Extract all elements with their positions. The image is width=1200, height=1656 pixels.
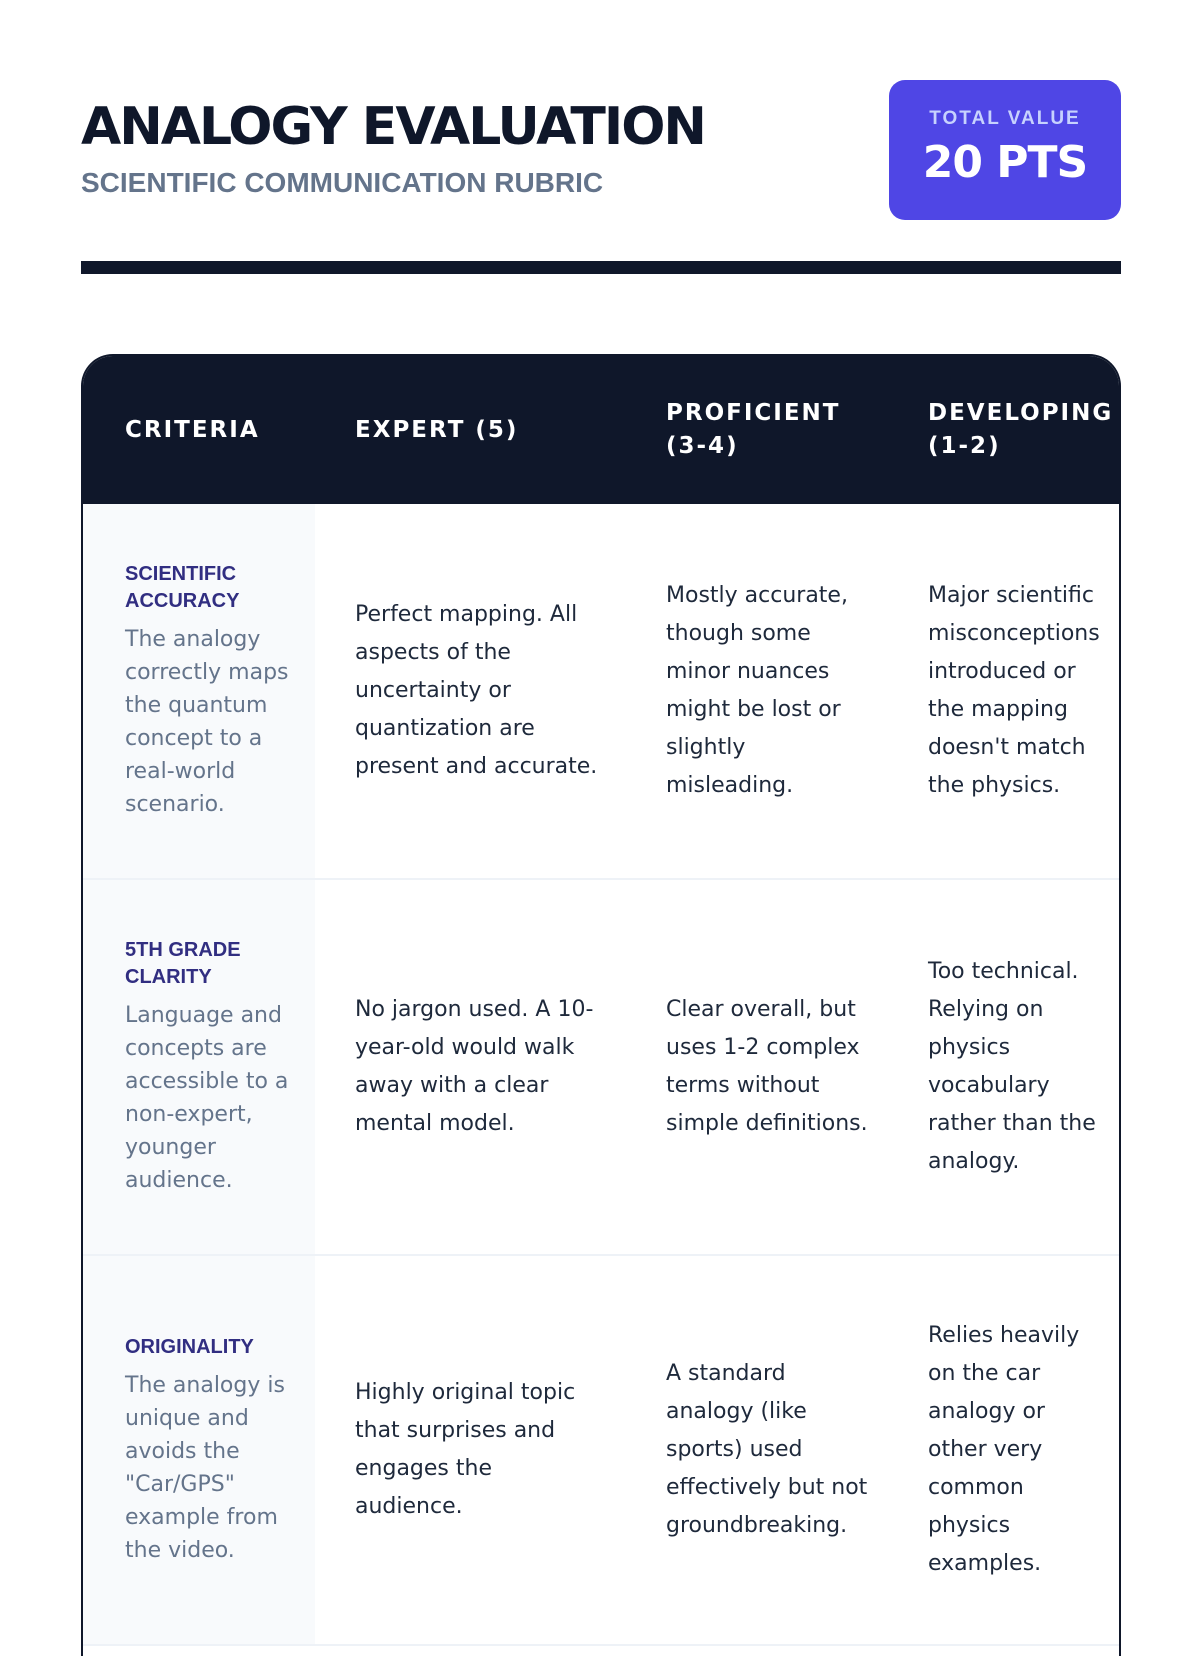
header-divider: [81, 261, 1121, 274]
header-criteria: CRITERIA: [83, 356, 315, 504]
criteria-name: SCIENTIFIC ACCURACY: [125, 563, 240, 612]
criteria-cell: [83, 879, 315, 1255]
page-header: [81, 80, 1121, 220]
criteria-name: 5TH GRADE CLARITY: [125, 939, 241, 988]
header-expert: EXPERT (5): [315, 356, 626, 504]
expert-cell: Highly original topic that surprises and engages the audience.: [315, 1255, 626, 1645]
header-proficient: PROFICIENT (3-4): [626, 356, 888, 504]
developing-cell: Major scientific misconceptions introduced or the mapping doesn't match the physics.: [888, 504, 1119, 879]
table-row: [83, 1255, 1119, 1645]
total-value-points: 20 PTS: [922, 137, 1088, 188]
developing-cell: Too technical. Relying on physics vocabulary rather than the analogy.: [888, 879, 1119, 1255]
rubric-table: [83, 356, 1119, 1646]
criteria-description: Language and concepts are accessible to a non-expert, younger audience.: [125, 1003, 289, 1193]
criteria-name: ORIGINALITY: [125, 1335, 254, 1358]
header-developing: DEVELOPING (1-2): [888, 356, 1119, 504]
proficient-cell: Mostly accurate, though some minor nuances might be lost or slightly misleading.: [626, 504, 888, 879]
criteria-description: The analogy correctly maps the quantum concept to a real-world scenario.: [125, 627, 289, 817]
page-subtitle: SCIENTIFIC COMMUNICATION RUBRIC: [81, 167, 604, 198]
proficient-cell: A standard analogy (like sports) used effectively but not groundbreaking.: [626, 1255, 888, 1645]
table-row: [83, 504, 1119, 879]
page-title: ANALOGY EVALUATION: [81, 97, 705, 157]
proficient-cell: Clear overall, but uses 1-2 complex terms without simple definitions.: [626, 879, 888, 1255]
rubric-table-container: [81, 354, 1121, 1656]
criteria-cell: [83, 1255, 315, 1645]
table-header-row: [83, 356, 1119, 504]
total-value-badge: [889, 80, 1121, 220]
expert-cell: No jargon used. A 10-year-old would walk away with a clear mental model.: [315, 879, 626, 1255]
developing-cell: Relies heavily on the car analogy or other very common physics examples.: [888, 1255, 1119, 1645]
expert-cell: Perfect mapping. All aspects of the uncertainty or quantization are present and accurate.: [315, 504, 626, 879]
criteria-cell: [83, 504, 315, 879]
total-value-label: TOTAL VALUE: [929, 108, 1081, 129]
criteria-description: The analogy is unique and avoids the "Car/GPS" example from the video.: [125, 1372, 285, 1563]
table-row: [83, 879, 1119, 1255]
